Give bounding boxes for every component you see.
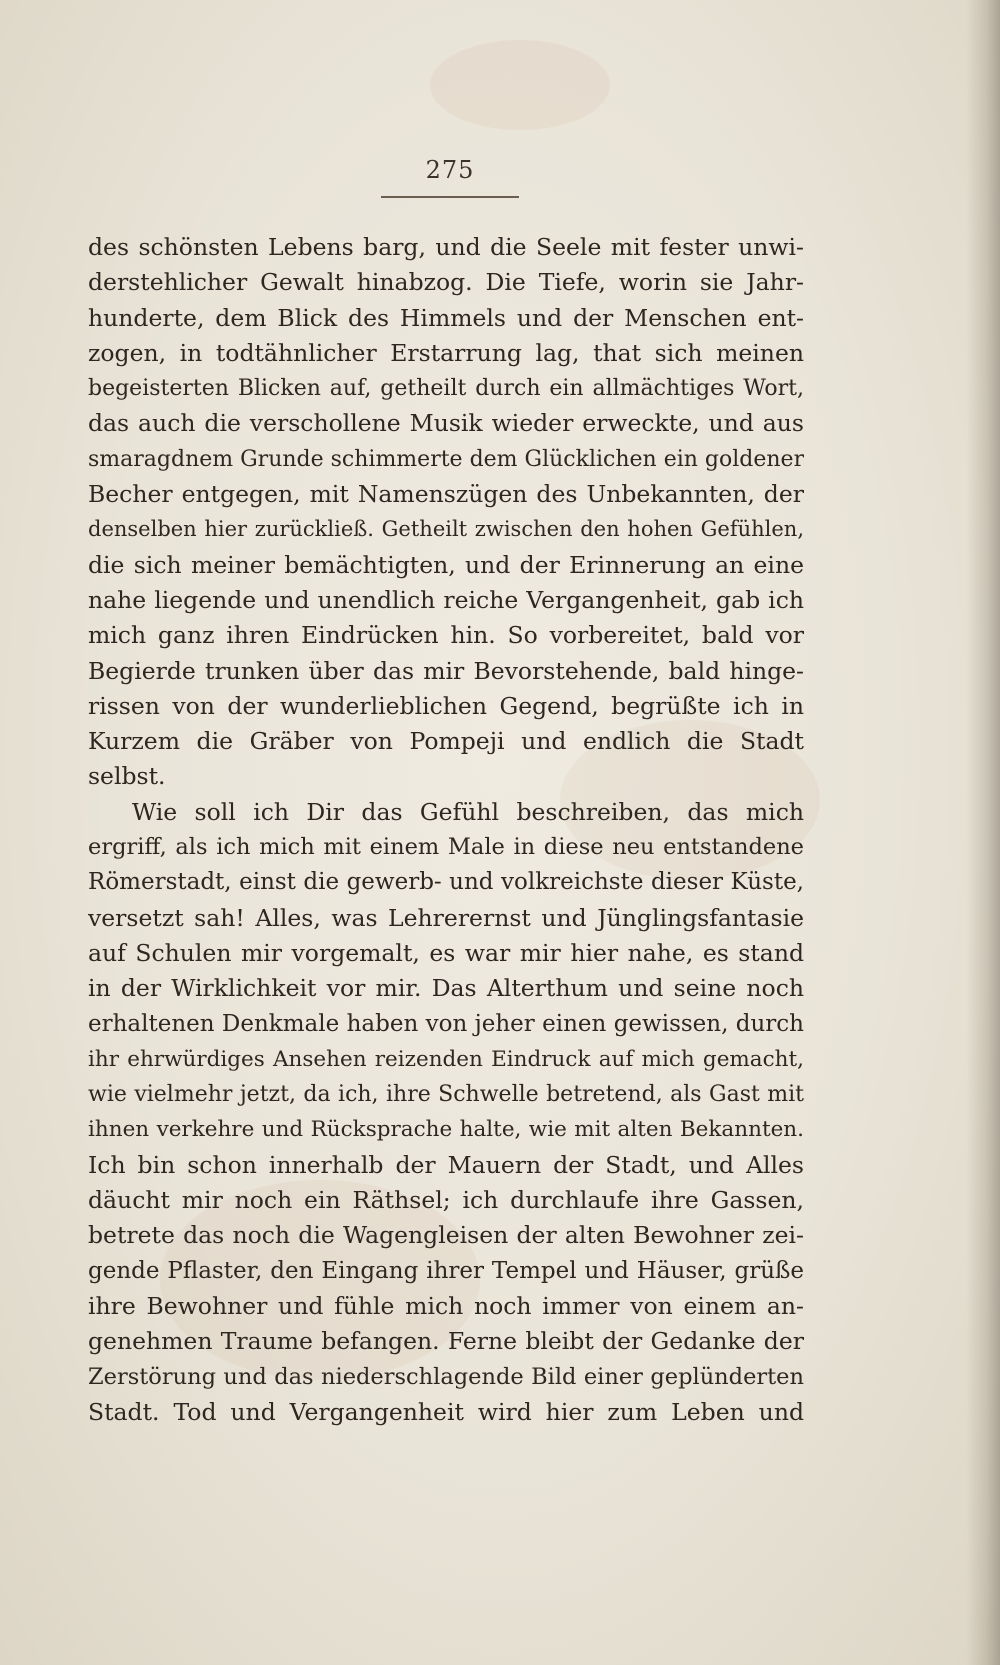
text-line: versetzt sah! Alles, was Lehrerernst und Jünglingsfantasie bbox=[88, 903, 804, 932]
text-line: mich ganz ihren Eindrücken hin. So vorbereitet, bald vor bbox=[88, 621, 804, 650]
text-line: wie vielmehr jetzt, da ich, ihre Schwelle betretend, als Gast mit bbox=[88, 1082, 804, 1108]
text-line: begeisterten Blicken auf, getheilt durch ein allmächtiges Wort, bbox=[88, 376, 804, 402]
page-edge-shadow bbox=[966, 0, 1000, 1665]
text-line: des schönsten Lebens barg, und die Seele mit fester unwi- bbox=[88, 233, 804, 261]
text-line: denselben hier zurückließ. Getheilt zwischen den hohen Gefühlen, bbox=[88, 517, 804, 542]
text-line: auf Schulen mir vorgemalt, es war mir hier nahe, es stand bbox=[88, 938, 804, 967]
text-line: betrete das noch die Wagengleisen der alten Bewohner zei- bbox=[88, 1221, 804, 1250]
text-line: ihnen verkehre und Rücksprache halte, wie mit alten Bekannten. bbox=[88, 1117, 804, 1143]
text-line: zogen, in todtähnlicher Erstarrung lag, that sich meinen bbox=[88, 338, 804, 367]
text-line: Kurzem die Gräber von Pompeji und endlich die Stadt bbox=[88, 727, 804, 756]
text-line: Ich bin schon innerhalb der Mauern der Stadt, und Alles bbox=[88, 1150, 804, 1179]
text-line: däucht mir noch ein Räthsel; ich durchlaufe ihre Gassen, bbox=[88, 1186, 804, 1215]
body-text bbox=[88, 230, 804, 1430]
text-line: Stadt. Tod und Vergangenheit wird hier zum Leben und bbox=[88, 1397, 804, 1426]
text-line: gende Pflaster, den Eingang ihrer Tempel und Häuser, grüße bbox=[88, 1257, 804, 1284]
text-line: die sich meiner bemächtigten, und der Erinnerung an eine bbox=[88, 550, 804, 579]
text-line: ergriff, als ich mich mit einem Male in diese neu entstandene bbox=[88, 834, 804, 861]
header-rule bbox=[381, 196, 519, 198]
text-line: Becher entgegen, mit Namenszügen des Unbekannten, der bbox=[88, 480, 804, 509]
text-line: Wie soll ich Dir das Gefühl beschreiben, das mich bbox=[132, 797, 804, 826]
paper-stain bbox=[430, 40, 610, 130]
text-line: hunderte, dem Blick des Himmels und der Menschen ent- bbox=[88, 303, 804, 332]
text-line: nahe liegende und unendlich reiche Vergangenheit, gab ich bbox=[88, 585, 804, 614]
text-line: Zerstörung und das niederschlagende Bild einer geplünderten bbox=[88, 1363, 804, 1390]
page-number: 275 bbox=[425, 156, 475, 184]
text-line: selbst. bbox=[88, 762, 166, 791]
text-line: rissen von der wunderlieblichen Gegend, begrüßte ich in bbox=[88, 691, 804, 720]
text-line: smaragdnem Grunde schimmerte dem Glücklichen ein goldener bbox=[88, 446, 804, 472]
text-line: erhaltenen Denkmale haben von jeher einen gewissen, durch bbox=[88, 1010, 804, 1037]
text-line: ihre Bewohner und fühle mich noch immer von einem an- bbox=[88, 1291, 804, 1320]
text-line: derstehlicher Gewalt hinabzog. Die Tiefe, worin sie Jahr- bbox=[88, 268, 804, 297]
text-line: genehmen Traume befangen. Ferne bleibt der Gedanke der bbox=[88, 1327, 804, 1356]
text-line: Begierde trunken über das mir Bevorstehende, bald hinge- bbox=[88, 656, 804, 685]
text-line: in der Wirklichkeit vor mir. Das Alterthum und seine noch bbox=[88, 974, 804, 1003]
text-line: ihr ehrwürdiges Ansehen reizenden Eindruck auf mich gemacht, bbox=[88, 1046, 804, 1072]
text-line: das auch die verschollene Musik wieder erweckte, und aus bbox=[88, 409, 804, 438]
text-line: Römerstadt, einst die gewerb- und volkreichste dieser Küste, bbox=[88, 869, 804, 896]
